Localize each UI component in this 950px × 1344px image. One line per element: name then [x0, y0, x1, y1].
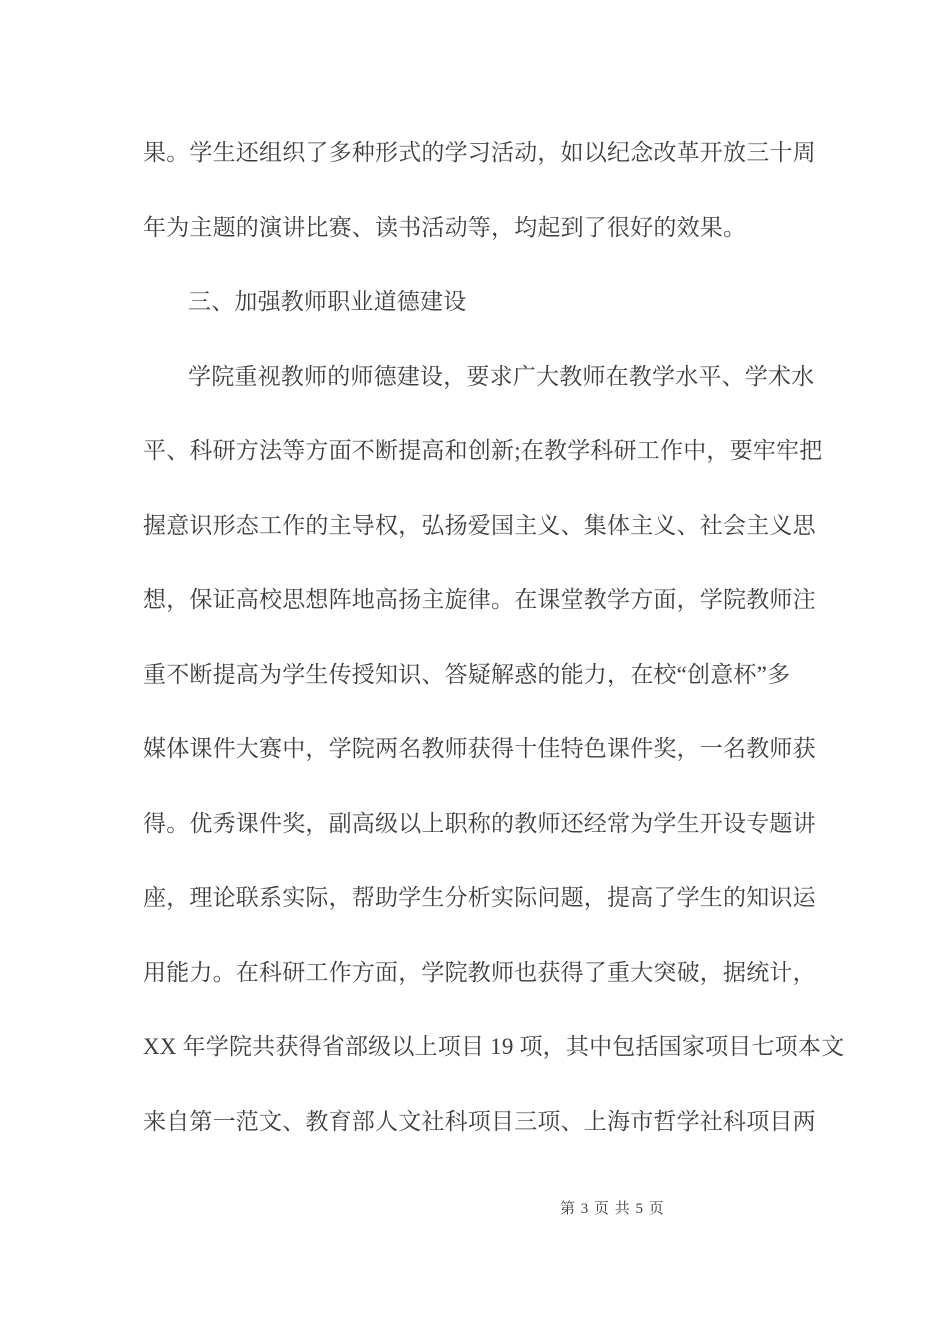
- document-body: [143, 116, 843, 1159]
- text-line: 平、科研方法等方面不断提高和创新;在教学科研工作中，要牢牢把: [143, 438, 823, 463]
- text-line: 媒体课件大赛中，学院两名教师获得十佳特色课件奖，一名教师获: [143, 736, 816, 761]
- text-line: 年为主题的演讲比赛、读书活动等，均起到了很好的效果。: [143, 214, 747, 240]
- text-line: 想，保证高校思想阵地高扬主旋律。在课堂教学方面，学院教师注: [143, 587, 816, 612]
- text-line: 用能力。在科研工作方面，学院教师也获得了重大突破，据统计，: [143, 959, 816, 985]
- text-line: 座，理论联系实际，帮助学生分析实际问题，提高了学生的知识运: [143, 885, 816, 910]
- text-line: XX 年学院共获得省部级以上项目 19 项，其中包括国家项目七项本文: [143, 1034, 845, 1059]
- text-line: 学院重视教师的师德建设，要求广大教师在教学水平、学术水: [188, 363, 815, 389]
- text-line: 握意识形态工作的主导权，弘扬爱国主义、集体主义、社会主义思: [143, 512, 816, 538]
- text-line: 来自第一范文、教育部人文社科项目三项、上海市哲学社科项目两: [143, 1108, 816, 1134]
- page-number-label: 第 3 页 共 5 页: [560, 1201, 665, 1217]
- text-line: 果。学生还组织了多种形式的学习活动，如以纪念改革开放三十周: [143, 140, 816, 165]
- section-heading: 三、加强教师职业道德建设: [188, 289, 467, 314]
- text-line: 得。优秀课件奖，副高级以上职称的教师还经常为学生开设专题讲: [143, 810, 816, 836]
- text-line: 重不断提高为学生传授知识、答疑解惑的能力，在校“创意杯”多: [143, 661, 791, 687]
- page-footer: [560, 1198, 665, 1220]
